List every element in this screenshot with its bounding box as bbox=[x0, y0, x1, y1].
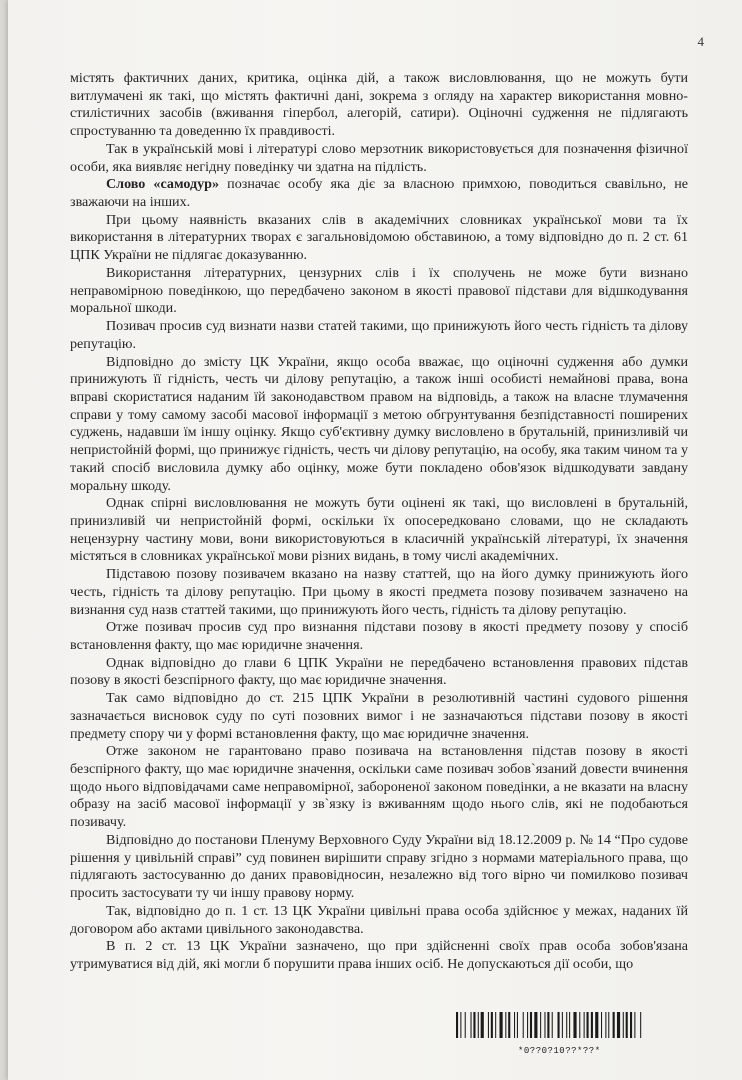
paragraph-3 bbox=[70, 176, 688, 211]
barcode-bar bbox=[573, 1012, 576, 1038]
paragraph-10: Отже позивач просив суд про визнання підстави позову в якості предмету позову у спосіб встановлення факту, що має юридичне значення. bbox=[70, 619, 688, 653]
paragraph-15: Так, відповідно до п. 1 ст. 13 ЦК України цивільні права особа здійснює у межах, наданих їй договором або актами цивільного законодавства. bbox=[70, 902, 688, 937]
barcode-bar bbox=[478, 1012, 479, 1038]
barcode-text: *0??0?10??*??* bbox=[518, 1046, 601, 1056]
barcode-bar bbox=[495, 1012, 496, 1038]
barcode-bar bbox=[558, 1012, 560, 1038]
barcode-bar bbox=[617, 1012, 620, 1038]
barcode-bar bbox=[523, 1012, 524, 1038]
paragraph-2: Так в українській мові і літературі слово мерзотник використовується для позначення фізичної особи, яка виявляє негідну поведінку чи здатна на підлість. bbox=[70, 140, 688, 175]
barcode-bar bbox=[630, 1012, 632, 1038]
barcode-bar bbox=[601, 1012, 602, 1038]
barcode-bar bbox=[613, 1012, 615, 1038]
barcode-bar bbox=[608, 1012, 609, 1038]
paragraph-14: Відповідно до постанови Пленуму Верховного Суду України від 18.12.2009 р. № 14 “Про судове рішення у цивільній справі” суд повинен вирішити справу згідно з нормами матеріального права, що підлягають застосуванню до даних правовідносин, незалежно від того вірно чи помилково позивач просить застосувати ту чи іншу правову норму. bbox=[70, 831, 688, 902]
barcode bbox=[456, 1012, 706, 1038]
barcode-bar bbox=[456, 1012, 458, 1038]
barcode-bar bbox=[634, 1012, 635, 1038]
barcode-bar bbox=[591, 1012, 593, 1038]
paragraph-13: Отже законом не гарантовано право позивача на встановлення підстав позову в якості безспірного факту, що має юридичне значення, оскільки саме позивач зобов`язаний довести вчинення щодо нього відповідачами саме неправомірної, забороненої законом поведінки, а не вказати на власну образу на засіб масової інформації у зв`язку із вживанням щодо нього слів, які не подобаються позивачу. bbox=[70, 743, 688, 831]
paragraph-16: В п. 2 ст. 13 ЦК України зазначено, що при здійсненні своїх прав особа зобов'язана утримуватися від дій, які могли б порушити права інших осіб. Не допускаються дії особи, що bbox=[70, 938, 688, 972]
barcode-bar bbox=[540, 1012, 541, 1038]
barcode-bar bbox=[460, 1012, 461, 1038]
barcode-bar bbox=[579, 1012, 580, 1038]
paragraph-11: Однак відповідно до глави 6 ЦПК України не передбачено встановлення правових підстав позову в якості безспірного факту, що має юридичне значення. bbox=[70, 654, 688, 689]
barcode-bar bbox=[488, 1012, 489, 1038]
barcode-bar bbox=[530, 1012, 532, 1038]
barcode-bar bbox=[569, 1012, 570, 1038]
paragraph-3-bold-lead: Слово «самодур» bbox=[106, 176, 220, 193]
barcode-bar bbox=[562, 1012, 563, 1038]
barcode-bar bbox=[566, 1012, 567, 1038]
paragraph-9: Підставою позову позивачем вказано на назву статтей, що на його думку принижують його честь, гідність та ділову репутацію. При цьому в якості предмета позову позивачем зазначено на визнання суд назв статтей такими, що принижують його честь, гідність та ділову репутацію. bbox=[70, 566, 688, 618]
barcode-bar bbox=[481, 1012, 484, 1038]
barcode-bar bbox=[552, 1012, 553, 1038]
barcode-bar bbox=[500, 1012, 503, 1038]
page-number: 4 bbox=[697, 34, 704, 49]
barcode-bar bbox=[587, 1012, 589, 1038]
barcode-bar bbox=[514, 1012, 515, 1038]
barcode-bar bbox=[527, 1012, 528, 1038]
barcode-bar bbox=[547, 1012, 549, 1038]
barcode-bar bbox=[623, 1012, 624, 1038]
barcode-bar bbox=[471, 1012, 472, 1038]
document-body bbox=[70, 70, 688, 974]
barcode-bar bbox=[505, 1012, 506, 1038]
barcode-bar bbox=[640, 1012, 641, 1038]
paragraph-8: Однак спірні висловлювання не можуть бути оцінені як такі, що висловлені в брутальній, принизливій чи непристойній формі, оскільки їх опосередковано словами, що не складають нецензурну частину мови, вони використовуються в класичній українській літературі, їх значення містяться в словниках української мови різних видань, в тому числі академічних. bbox=[70, 495, 688, 565]
barcode-bar bbox=[605, 1012, 606, 1038]
paragraph-5: Використання літературних, цензурних слів і їх сполучень не може бути визнано неправомірною поведінкою, що передбачено законом в якості правової підстави для відшкодування моральної шкоди. bbox=[70, 264, 688, 317]
barcode-bar bbox=[473, 1012, 475, 1038]
paragraph-1: містять фактичних даних, критика, оцінка дій, а також висловлювання, що не можуть бути витлумачені як такі, що містять фактичні дані, зокрема з огляду на характер використання мовно-стилістичних засобів (вживання гіпербол, алегорій, сатири). Оціночні судження не підлягають спростуванню та доведенню їх правдивості. bbox=[70, 70, 688, 140]
barcode-bar bbox=[595, 1012, 598, 1038]
paragraph-6: Позивач просив суд визнати назви статей такими, що принижують його честь гідність та ділову репутацію. bbox=[70, 318, 688, 352]
barcode-bar bbox=[534, 1012, 537, 1038]
document-page bbox=[8, 0, 742, 1080]
barcode-bar bbox=[517, 1012, 518, 1038]
paragraph-12: Так само відповідно до ст. 215 ЦПК України в резолютивній частині судового рішення зазначається висновок суду по суті позовних вимог і не зазначаються підстави позову в якості предмету спору чи у формі встановлення факту, що має юридичне значення. bbox=[70, 690, 688, 742]
paragraph-3-text: позначає особу яка діє за власною примхою, поводиться свавільно, не зважаючи на інших. bbox=[70, 176, 688, 211]
barcode-bar bbox=[544, 1012, 545, 1038]
barcode-bar bbox=[626, 1012, 628, 1038]
paragraph-4: При цьому наявність вказаних слів в академічних словниках української мови та їх використання в літературних творах є загальновідомою обставиною, а тому відповідно до п. 2 ст. 61 ЦПК України не підлягає доказуванню. bbox=[70, 211, 688, 264]
barcode-bar bbox=[584, 1012, 585, 1038]
paragraph-7: Відповідно до змісту ЦК України, якщо особа вважає, що оціночні судження або думки принижують її гідність, честь чи ділову репутацію, а також інші особисті немайнові права, вона вправі скористатися наданим їй законодавством правом на відповідь, а також на власне тлумачення справи у тому самому засобі масової інформації з метою обгрунтування безпідставності поширених суджень, надавши їм іншу оцінку. Якщо суб'єктивну думку висловлено в брутальній, принизливій чи непристойній формі, що принижує гідність, честь чи ділову репутацію, на особу, яка таким чином та у такий спосіб висловила думку або оцінку, може бути покладено обов'язок відшкодувати завдану моральну шкоду. bbox=[70, 353, 688, 494]
barcode-bar bbox=[491, 1012, 493, 1038]
barcode-bar bbox=[465, 1012, 466, 1038]
barcode-bar bbox=[508, 1012, 510, 1038]
